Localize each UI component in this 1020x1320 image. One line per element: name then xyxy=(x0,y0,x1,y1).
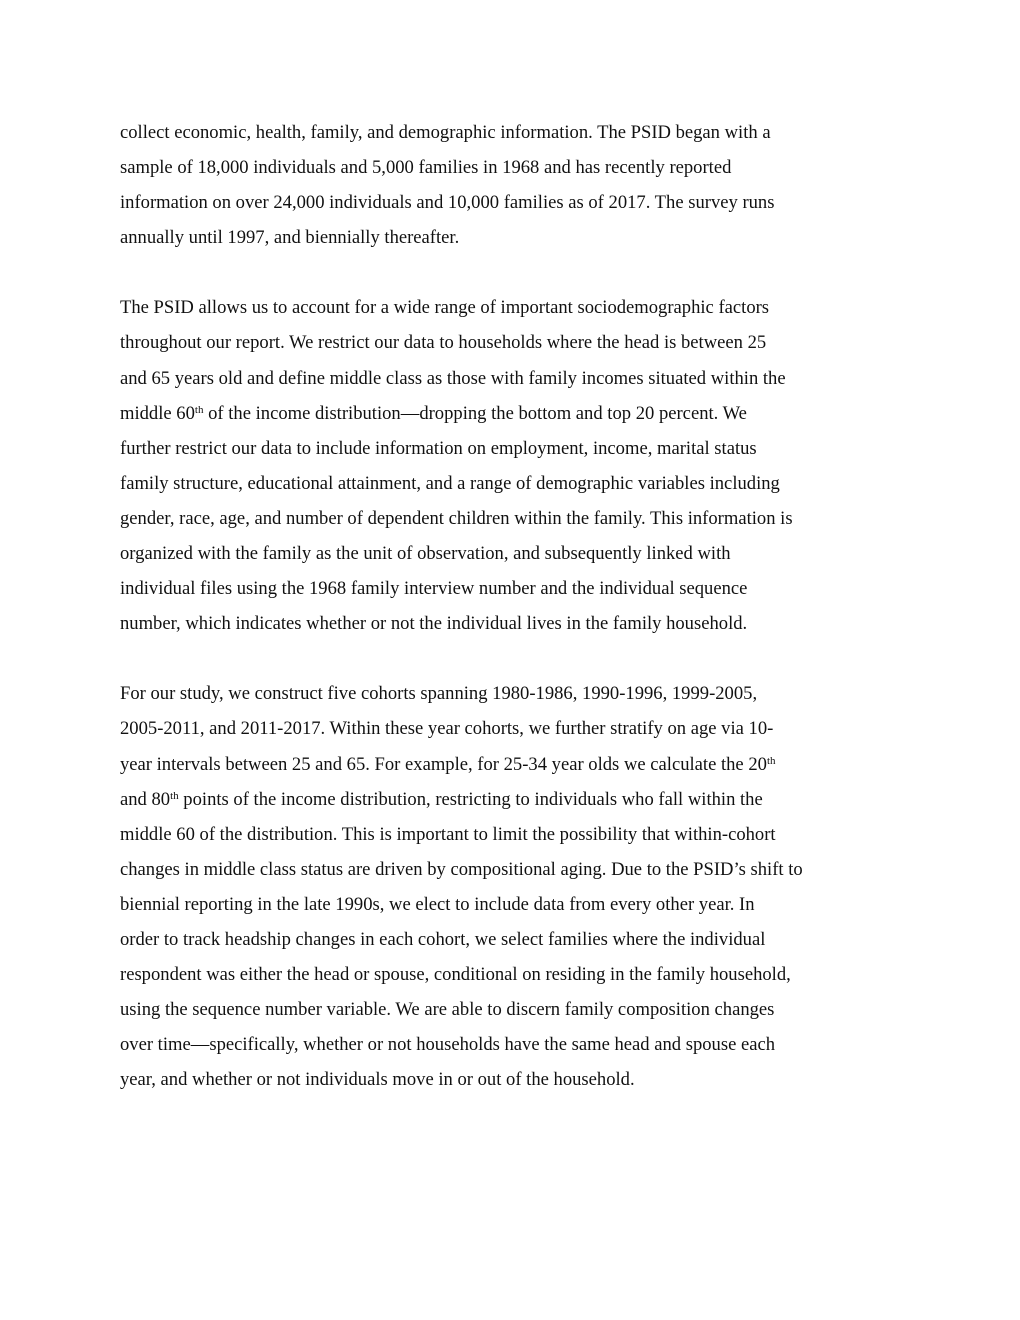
text-line: collect economic, health, family, and demographic information. The PSID began with a xyxy=(120,122,771,143)
text-line: individual files using the 1968 family interview number and the individual sequence xyxy=(120,578,748,600)
text-line: annually until 1997, and biennially thereafter. xyxy=(120,227,460,249)
text-line: number, which indicates whether or not the individual lives in the family household. xyxy=(120,613,748,635)
text-line: throughout our report. We restrict our data to households where the head is between 25 xyxy=(120,332,767,354)
text-line: year, and whether or not individuals move in or out of the household. xyxy=(120,1069,635,1091)
text-line: sample of 18,000 individuals and 5,000 families in 1968 and has recently reported xyxy=(120,157,732,179)
superscript: th xyxy=(194,403,204,416)
text-run: points of the income distribution, restricting to individuals who fall within the xyxy=(178,788,763,810)
text-line: and 65 years old and define middle class as those with family incomes situated within the xyxy=(120,367,786,389)
text-line: 2005-2011, and 2011-2017. Within these year cohorts, we further stratify on age via 10- xyxy=(120,718,774,740)
text-line: For our study, we construct five cohorts spanning 1980-1986, 1990-1996, 1999-2005, xyxy=(120,683,758,705)
text-line: order to track headship changes in each cohort, we select families where the individual xyxy=(120,928,766,950)
text-line: further restrict our data to include information on employment, income, marital status xyxy=(120,437,757,459)
text-line: organized with the family as the unit of observation, and subsequently linked with xyxy=(120,543,731,565)
text-run: of the income distribution—dropping the bottom and top 20 percent. We xyxy=(203,402,747,424)
superscript: th xyxy=(170,789,179,802)
text-run: year intervals between 25 and 65. For example, for 25-34 year olds we calculate the 20 xyxy=(120,753,767,775)
text-run: and 80 xyxy=(120,788,171,810)
text-line: using the sequence number variable. We are able to discern family composition changes xyxy=(120,999,775,1021)
text-line: gender, race, age, and number of dependent children within the family. This information is xyxy=(120,507,793,529)
text-line: biennial reporting in the late 1990s, we elect to include data from every other year. In xyxy=(120,893,755,915)
paragraph-psid-overview xyxy=(120,115,900,255)
text-line: changes in middle class status are driven by compositional aging. Due to the PSID’s shift to xyxy=(120,858,803,880)
text-line: family structure, educational attainment, and a range of demographic variables including xyxy=(120,472,780,494)
text-line xyxy=(120,747,900,782)
text-line: information on over 24,000 individuals and 10,000 families as of 2017. The survey runs xyxy=(120,192,775,214)
text-run: middle 60 xyxy=(120,402,195,424)
paragraph-cohort-construction xyxy=(120,676,900,1097)
paragraph-sample-restrictions xyxy=(120,290,900,641)
superscript: th xyxy=(766,754,776,767)
text-line: The PSID allows us to account for a wide range of important sociodemographic factors xyxy=(120,297,770,319)
text-line xyxy=(120,396,900,431)
text-line: over time—specifically, whether or not households have the same head and spouse each xyxy=(120,1034,776,1056)
text-line: middle 60 of the distribution. This is important to limit the possibility that within-cohort xyxy=(120,823,776,845)
text-line: respondent was either the head or spouse, conditional on residing in the family household, xyxy=(120,964,791,986)
document-page xyxy=(120,115,900,1132)
text-line xyxy=(120,782,900,817)
